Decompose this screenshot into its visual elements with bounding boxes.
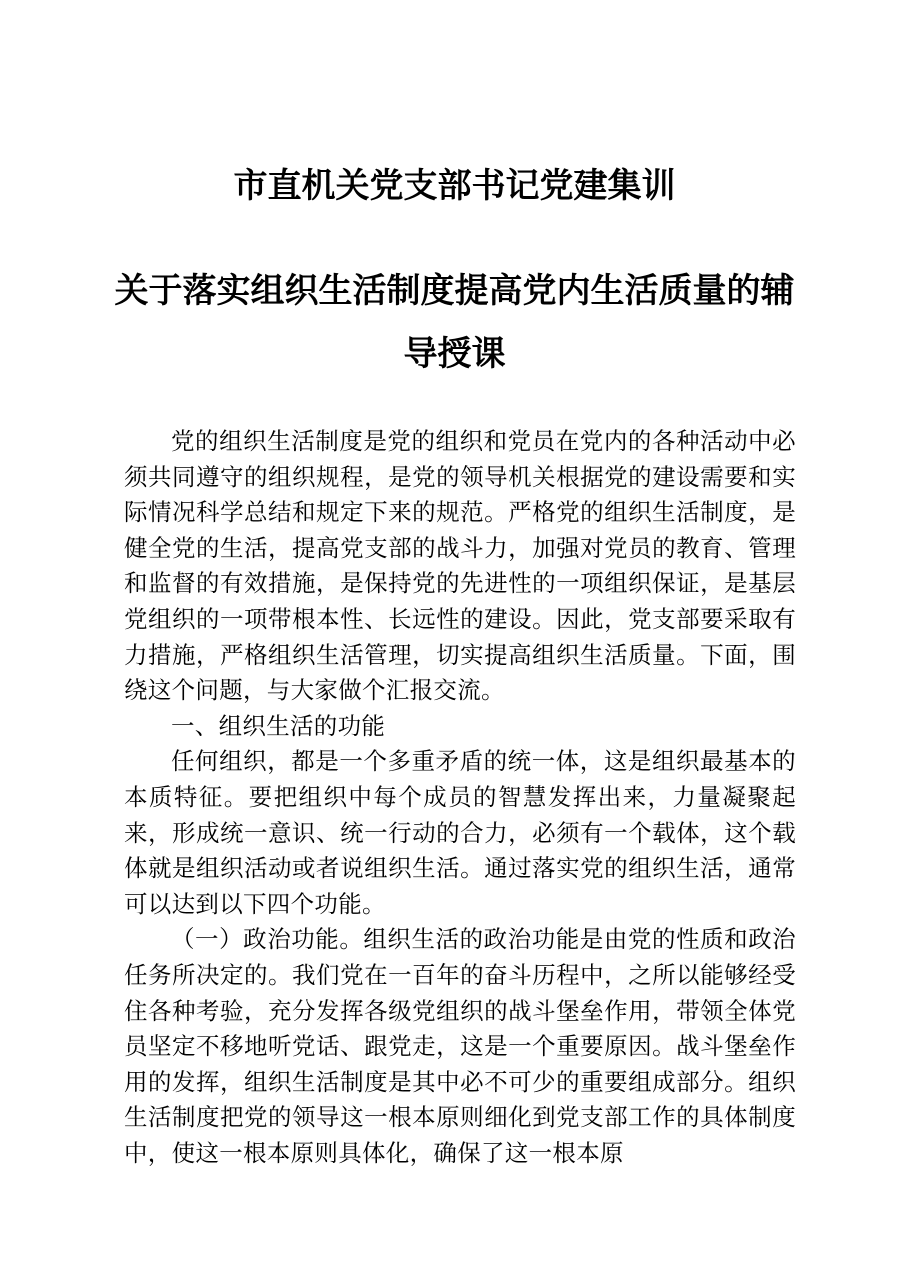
document-title-line-1: 市直机关党支部书记党建集训 [233, 166, 676, 206]
document-title-line-3: 导授课 [403, 334, 506, 374]
paragraph-intro: 党的组织生活制度是党的组织和党员在党内的各种活动中必须共同遵守的组织规程，是党的领导机关根据党的建设需要和实际情况科学总结和规定下来的规范。严格党的组织生活制度，是健全党的生活，提高党支部的战斗力，加强对党员的教育、管理和监督的有效措施，是保持党的先进性的一项组织保证，是基层党组织的一项带根本性、长远性的建设。因此，党支部要采取有力措施，严格组织生活管理，切实提高组织生活质量。下面，围绕这个问题，与大家做个汇报交流。 [124, 427, 796, 705]
section-heading-1: 一、组织生活的功能 [171, 711, 386, 740]
paragraph-organization: 任何组织，都是一个多重矛盾的统一体，这是组织最基本的本质特征。要把组织中每个成员的智慧发挥出来，力量凝聚起来，形成统一意识、统一行动的合力，必须有一个载体，这个载体就是组织活动或者说组织生活。通过落实党的组织生活，通常可以达到以下四个功能。 [124, 747, 796, 918]
document-body [124, 424, 796, 1171]
document-title-line-2: 关于落实组织生活制度提高党内生活质量的辅 [114, 271, 795, 311]
paragraph-political-function: （一）政治功能。组织生活的政治功能是由党的性质和政治任务所决定的。我们党在一百年的奋斗历程中，之所以能够经受住各种考验，充分发挥各级党组织的战斗堡垒作用，带领全体党员坚定不移地听党话、跟党走，这是一个重要原因。战斗堡垒作用的发挥，组织生活制度是其中必不可少的重要组成部分。组织生活制度把党的领导这一根本原则细化到党支部工作的具体制度中，使这一根本原则具体化，确保了这一根本原 [124, 925, 796, 1167]
